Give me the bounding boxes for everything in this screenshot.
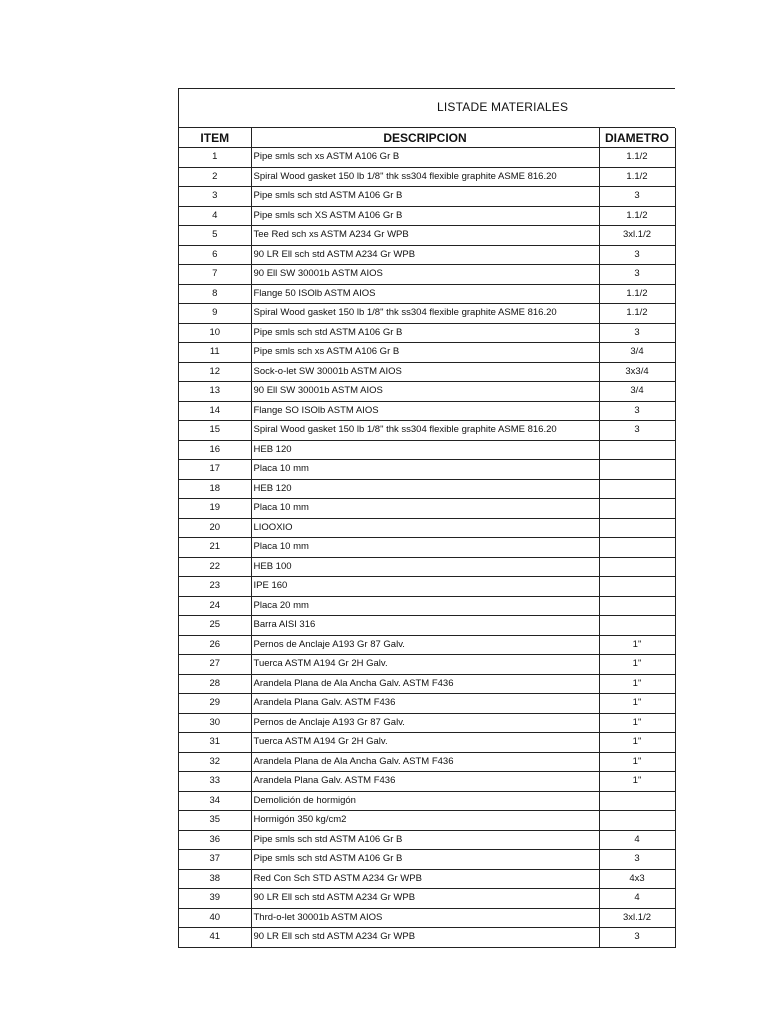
table-row <box>179 674 675 694</box>
description-cell: 90 LR Ell sch std ASTM A234 Gr WPB <box>251 928 599 948</box>
item-cell: 33 <box>179 772 251 792</box>
diameter-cell: 1" <box>599 694 675 714</box>
diameter-cell: 1" <box>599 752 675 772</box>
table-row <box>179 167 675 187</box>
diameter-cell: 1.1/2 <box>599 284 675 304</box>
table-row <box>179 830 675 850</box>
item-cell: 20 <box>179 518 251 538</box>
item-cell: 34 <box>179 791 251 811</box>
item-cell: 8 <box>179 284 251 304</box>
table-row <box>179 362 675 382</box>
table-header-row <box>179 128 675 148</box>
diameter-cell: 3x3/4 <box>599 362 675 382</box>
diameter-cell: 1.1/2 <box>599 167 675 187</box>
table-row <box>179 811 675 831</box>
table-row <box>179 401 675 421</box>
diameter-cell: 3 <box>599 265 675 285</box>
item-cell: 4 <box>179 206 251 226</box>
table-row <box>179 908 675 928</box>
item-cell: 15 <box>179 421 251 441</box>
table-row <box>179 557 675 577</box>
description-cell: Pernos de Anclaje A193 Gr 87 Galv. <box>251 635 599 655</box>
diameter-cell: 3/4 <box>599 382 675 402</box>
diameter-cell <box>599 479 675 499</box>
table-row <box>179 752 675 772</box>
table-row <box>179 421 675 441</box>
table-row <box>179 791 675 811</box>
materials-sheet <box>178 88 675 948</box>
table-row <box>179 304 675 324</box>
table-row <box>179 479 675 499</box>
diameter-cell: 1.1/2 <box>599 304 675 324</box>
diameter-cell: 3 <box>599 421 675 441</box>
materials-table <box>179 128 676 948</box>
table-row <box>179 616 675 636</box>
description-cell: IPE 160 <box>251 577 599 597</box>
description-cell: Barra AISI 316 <box>251 616 599 636</box>
diameter-cell <box>599 791 675 811</box>
table-row <box>179 148 675 168</box>
description-cell: Arandela Plana Galv. ASTM F436 <box>251 694 599 714</box>
description-cell: HEB 120 <box>251 479 599 499</box>
description-cell: Placa 10 mm <box>251 499 599 519</box>
item-cell: 36 <box>179 830 251 850</box>
table-row <box>179 187 675 207</box>
item-cell: 37 <box>179 850 251 870</box>
item-cell: 21 <box>179 538 251 558</box>
description-cell: HEB 120 <box>251 440 599 460</box>
diameter-cell <box>599 577 675 597</box>
diameter-cell: 3 <box>599 245 675 265</box>
table-row <box>179 323 675 343</box>
item-cell: 2 <box>179 167 251 187</box>
description-cell: Pipe smls sch std ASTM A106 Gr B <box>251 323 599 343</box>
item-cell: 10 <box>179 323 251 343</box>
diameter-cell <box>599 538 675 558</box>
header-item: ITEM <box>179 128 251 148</box>
diameter-cell <box>599 440 675 460</box>
item-cell: 25 <box>179 616 251 636</box>
table-row <box>179 460 675 480</box>
description-cell: Sock-o-let SW 30001b ASTM AIOS <box>251 362 599 382</box>
table-row <box>179 226 675 246</box>
item-cell: 32 <box>179 752 251 772</box>
table-row <box>179 733 675 753</box>
table-row <box>179 596 675 616</box>
diameter-cell: 1" <box>599 635 675 655</box>
item-cell: 26 <box>179 635 251 655</box>
description-cell: 90 Ell SW 30001b ASTM AIOS <box>251 265 599 285</box>
diameter-cell: 4 <box>599 830 675 850</box>
item-cell: 39 <box>179 889 251 909</box>
description-cell: Demolición de hormigón <box>251 791 599 811</box>
item-cell: 11 <box>179 343 251 363</box>
description-cell: Tuerca ASTM A194 Gr 2H Galv. <box>251 655 599 675</box>
diameter-cell: 1" <box>599 772 675 792</box>
item-cell: 18 <box>179 479 251 499</box>
item-cell: 7 <box>179 265 251 285</box>
table-row <box>179 635 675 655</box>
description-cell: Arandela Plana de Ala Ancha Galv. ASTM F436 <box>251 674 599 694</box>
diameter-cell: 3 <box>599 401 675 421</box>
table-row <box>179 245 675 265</box>
item-cell: 12 <box>179 362 251 382</box>
description-cell: Spiral Wood gasket 150 lb 1/8" thk ss304 flexible graphite ASME 816.20 <box>251 167 599 187</box>
description-cell: 90 LR Ell sch std ASTM A234 Gr WPB <box>251 889 599 909</box>
description-cell: Spiral Wood gasket 150 lb 1/8" thk ss304 flexible graphite ASME 816.20 <box>251 421 599 441</box>
diameter-cell <box>599 596 675 616</box>
diameter-cell: 3 <box>599 187 675 207</box>
table-body <box>179 148 675 948</box>
description-cell: Tee Red sch xs ASTM A234 Gr WPB <box>251 226 599 246</box>
description-cell: Spiral Wood gasket 150 lb 1/8" thk ss304 flexible graphite ASME 816.20 <box>251 304 599 324</box>
description-cell: Flange 50 ISOlb ASTM AIOS <box>251 284 599 304</box>
item-cell: 35 <box>179 811 251 831</box>
description-cell: HEB 100 <box>251 557 599 577</box>
item-cell: 13 <box>179 382 251 402</box>
description-cell: Arandela Plana de Ala Ancha Galv. ASTM F436 <box>251 752 599 772</box>
table-row <box>179 655 675 675</box>
description-cell: Pipe smls sch std ASTM A106 Gr B <box>251 850 599 870</box>
table-row <box>179 382 675 402</box>
description-cell: Red Con Sch STD ASTM A234 Gr WPB <box>251 869 599 889</box>
description-cell: Placa 10 mm <box>251 460 599 480</box>
table-row <box>179 850 675 870</box>
item-cell: 40 <box>179 908 251 928</box>
item-cell: 31 <box>179 733 251 753</box>
description-cell: Placa 20 mm <box>251 596 599 616</box>
diameter-cell: 3 <box>599 850 675 870</box>
item-cell: 41 <box>179 928 251 948</box>
description-cell: 90 LR Ell sch std ASTM A234 Gr WPB <box>251 245 599 265</box>
item-cell: 19 <box>179 499 251 519</box>
item-cell: 16 <box>179 440 251 460</box>
description-cell: Thrd-o-let 30001b ASTM AIOS <box>251 908 599 928</box>
item-cell: 28 <box>179 674 251 694</box>
table-row <box>179 694 675 714</box>
diameter-cell <box>599 518 675 538</box>
diameter-cell <box>599 616 675 636</box>
table-row <box>179 499 675 519</box>
item-cell: 1 <box>179 148 251 168</box>
description-cell: Pipe smls sch std ASTM A106 Gr B <box>251 187 599 207</box>
diameter-cell: 3xl.1/2 <box>599 226 675 246</box>
diameter-cell: 1" <box>599 733 675 753</box>
title-row <box>179 89 675 128</box>
table-row <box>179 772 675 792</box>
description-cell: Pipe smls sch XS ASTM A106 Gr B <box>251 206 599 226</box>
table-row <box>179 343 675 363</box>
item-cell: 9 <box>179 304 251 324</box>
table-row <box>179 265 675 285</box>
item-cell: 29 <box>179 694 251 714</box>
item-cell: 5 <box>179 226 251 246</box>
description-cell: Hormigón 350 kg/cm2 <box>251 811 599 831</box>
diameter-cell: 4 <box>599 889 675 909</box>
item-cell: 27 <box>179 655 251 675</box>
diameter-cell: 3/4 <box>599 343 675 363</box>
page-title: LISTADE MATERIALES <box>437 100 569 114</box>
item-cell: 6 <box>179 245 251 265</box>
diameter-cell <box>599 499 675 519</box>
diameter-cell: 1" <box>599 674 675 694</box>
item-cell: 30 <box>179 713 251 733</box>
table-row <box>179 889 675 909</box>
table-row <box>179 518 675 538</box>
item-cell: 38 <box>179 869 251 889</box>
description-cell: Arandela Plana Galv. ASTM F436 <box>251 772 599 792</box>
table-row <box>179 577 675 597</box>
description-cell: Flange SO ISOlb ASTM AIOS <box>251 401 599 421</box>
table-row <box>179 538 675 558</box>
diameter-cell: 3xl.1/2 <box>599 908 675 928</box>
description-cell: Pipe smls sch xs ASTM A106 Gr B <box>251 148 599 168</box>
description-cell: Tuerca ASTM A194 Gr 2H Galv. <box>251 733 599 753</box>
table-row <box>179 928 675 948</box>
diameter-cell: 1.1/2 <box>599 148 675 168</box>
description-cell: Pipe smls sch xs ASTM A106 Gr B <box>251 343 599 363</box>
item-cell: 14 <box>179 401 251 421</box>
diameter-cell: 3 <box>599 323 675 343</box>
diameter-cell: 4x3 <box>599 869 675 889</box>
header-diametro: DIAMETRO <box>599 128 675 148</box>
description-cell: Pernos de Anclaje A193 Gr 87 Galv. <box>251 713 599 733</box>
header-descripcion: DESCRIPCION <box>251 128 599 148</box>
table-row <box>179 440 675 460</box>
item-cell: 23 <box>179 577 251 597</box>
diameter-cell: 1.1/2 <box>599 206 675 226</box>
diameter-cell: 3 <box>599 928 675 948</box>
diameter-cell: 1" <box>599 655 675 675</box>
description-cell: LIOOXIO <box>251 518 599 538</box>
item-cell: 22 <box>179 557 251 577</box>
diameter-cell: 1" <box>599 713 675 733</box>
table-row <box>179 206 675 226</box>
diameter-cell <box>599 557 675 577</box>
description-cell: 90 Ell SW 30001b ASTM AIOS <box>251 382 599 402</box>
diameter-cell <box>599 811 675 831</box>
table-row <box>179 869 675 889</box>
description-cell: Pipe smls sch std ASTM A106 Gr B <box>251 830 599 850</box>
item-cell: 17 <box>179 460 251 480</box>
diameter-cell <box>599 460 675 480</box>
table-row <box>179 713 675 733</box>
description-cell: Placa 10 mm <box>251 538 599 558</box>
table-row <box>179 284 675 304</box>
item-cell: 24 <box>179 596 251 616</box>
item-cell: 3 <box>179 187 251 207</box>
